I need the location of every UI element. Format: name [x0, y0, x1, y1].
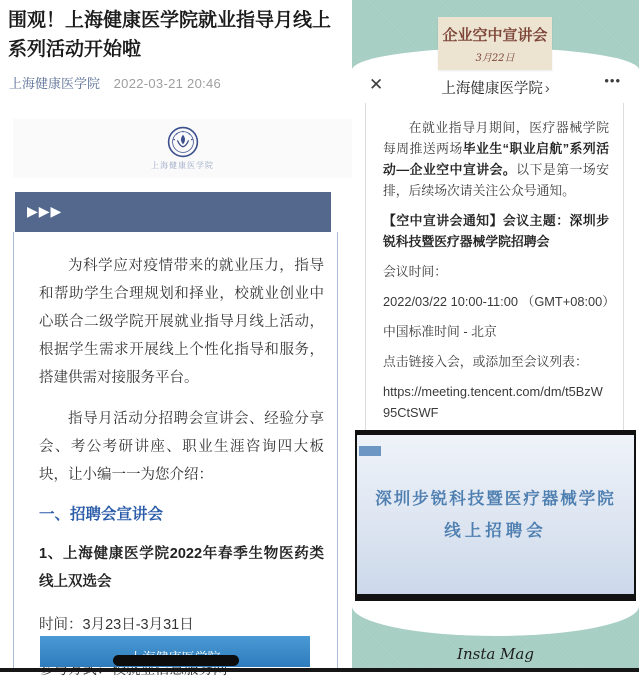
section-banner: [15, 192, 331, 232]
more-icon[interactable]: •••: [604, 73, 621, 88]
paragraph-bold: 毕业生“职业启航”系列活动—企业空中宣讲会。: [383, 141, 610, 177]
slide-title-line2: 线上招聘会: [444, 521, 547, 540]
paragraph-suffix: 以下是第一场安排，后续场次请关注公众号通知。: [383, 162, 610, 198]
join-instruction: 点击链接入会，或添加至会议列表：: [383, 354, 588, 369]
event-item-title: 1、上海健康医学院2022年春季生物医药类线上双选会: [39, 546, 324, 590]
event-tag-date: 3月22日: [475, 52, 515, 64]
triple-arrow-icon: ▶▶▶: [27, 203, 63, 219]
recruitment-slide-image: [355, 430, 636, 601]
navbar-account-title[interactable]: [352, 77, 639, 98]
article-body: [13, 232, 338, 672]
bottom-edge-bar: [0, 668, 639, 672]
event-tag-title: 企业空中宣讲会: [442, 26, 548, 44]
section-heading: 一、招聘会宣讲会: [39, 506, 164, 523]
article-title: 围观！上海健康医学院就业指导月线上系列活动开始啦: [8, 10, 332, 61]
close-icon[interactable]: ✕: [369, 75, 384, 94]
embedded-banner-image: [40, 636, 310, 667]
school-seal-caption: 上海健康医学院: [151, 161, 214, 170]
navbar: [352, 70, 639, 100]
poster-screenshot-panel: [352, 0, 639, 672]
meeting-timezone: 中国标准时间 - 北京: [383, 324, 497, 339]
redaction-bar: [113, 655, 239, 666]
poster-body: [365, 103, 624, 430]
article-hero-image: [13, 119, 352, 178]
poster-paragraph: [383, 117, 609, 201]
meeting-notice: 【空中宣讲会通知】会议主题：深圳步锐科技暨医疗器械学院招聘会: [383, 213, 609, 249]
article-date: 2022-03-21 20:46: [113, 76, 222, 91]
paragraph-prefix: 在就业指导月期间，医疗器械学院每周推送两场: [383, 120, 609, 156]
meeting-link[interactable]: https://meeting.tencent.com/dm/t5BzW95CtSWF: [383, 384, 603, 420]
byline: [9, 73, 221, 92]
article-paragraph: 指导月活动分招聘会宣讲会、经验分享会、考公考研讲座、职业生涯咨询四大板块，让小编一一为您介绍：: [39, 411, 324, 483]
school-seal-logo: [167, 126, 199, 158]
chevron-right-icon: ›: [544, 81, 550, 97]
meeting-time-label: 会议时间：: [383, 264, 447, 279]
article-author-link[interactable]: 上海健康医学院: [9, 76, 101, 91]
instamag-watermark: Insta Mag: [457, 645, 534, 663]
article-paragraph: 为科学应对疫情带来的就业压力，指导和帮助学生合理规划和择业，校就业创业中心联合二级学院开展就业指导月线上活动，根据学生需求开展线上个性化指导和服务，搭建供需对接服务平台。: [39, 258, 324, 386]
slide-corner-chip: [359, 446, 381, 456]
event-item-time: 时间：3月23日-3月31日: [39, 617, 194, 633]
slide-title-line1: 深圳步锐科技暨医疗器械学院: [375, 489, 616, 508]
meeting-time-value: 2022/03/22 10:00-11:00 （GMT+08:00）: [383, 294, 616, 309]
navbar-title-text: 上海健康医学院: [441, 81, 543, 97]
slide-background: [357, 435, 634, 594]
event-tag-card: [438, 17, 552, 70]
